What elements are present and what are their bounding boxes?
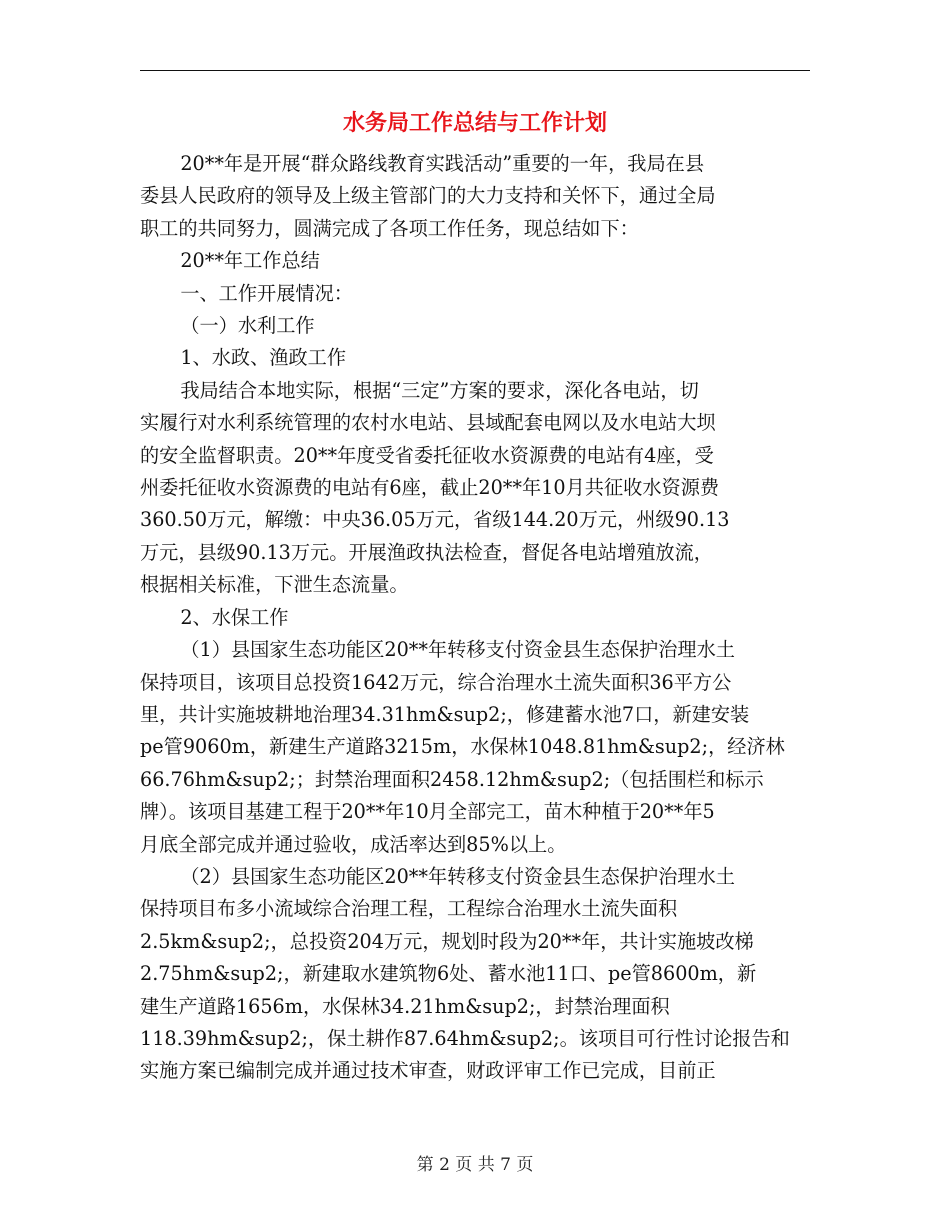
- paragraph-water-admin-details: 我局结合本地实际，根据“三定”方案的要求，深化各电站，切 实履行对水利系统管理的农村水电站、县域配套电网以及水电站大坝 的安全监督职责。20**年度受省委托征收水资源费的电站有4座，受 州委托征收水资源费的电站有6座，截止20**年10月共征收水资源费 360.50万元，解缴：中央36.05万元，省级144.20万元，州级90.13 万元，县级90.13万元。开展渔政执法检查，督促各电站增殖放流， 根据相关标准，下泄生态流量。: [140, 378, 730, 597]
- item-heading-soil-conservation: 2、水保工作: [180, 605, 289, 629]
- item-heading-water-fishery-admin: 1、水政、渔政工作: [180, 346, 347, 370]
- intro-paragraph: 20**年是开展“群众路线教育实践活动”重要的一年，我局在县 委县人民政府的领导及上级主管部门的大力支持和关怀下，通过全局 职工的共同努力，圆满完成了各项工作任务，现总结如下：: [140, 152, 716, 240]
- section-heading-summary: 20**年工作总结: [180, 249, 320, 273]
- paragraph-soil-project-1: （1）县国家生态功能区20**年转移支付资金县生态保护治理水土 保持项目，该项目总投资1642万元，综合治理水土流失面积36平方公 里，共计实施坡耕地治理34.31hm&sup2;，修建蓄水池7口，新建安装 pe管9060m，新建生产道路3215m，水保林1048.81hm&sup2;，经济林 66.76hm&sup2;；封禁治理面积2458.12hm&sup2;（包括围栏和标示 牌）。该项目基建工程于20**年10月全部完工，苗木种植于20**年5 月底全部完成并通过验收，成活率达到85%以上。: [140, 638, 785, 856]
- section-heading-work-status: 一、工作开展情况：: [180, 281, 353, 305]
- header-rule: [140, 70, 810, 71]
- subsection-heading-water-conservancy: （一）水利工作: [180, 314, 315, 338]
- document-title: 水务局工作总结与工作计划: [342, 111, 607, 136]
- document-body: [140, 148, 812, 1088]
- paragraph-soil-project-2: （2）县国家生态功能区20**年转移支付资金县生态保护治理水土 保持项目布多小流域综合治理工程，工程综合治理水土流失面积 2.5km&sup2;，总投资204万元，规划时段为20**年，共计实施坡改梯 2.75hm&sup2;，新建取水建筑物6处、蓄水池11口、pe管8600m，新 建生产道路1656m，水保林34.21hm&sup2;，封禁治理面积 118.39hm&sup2;，保土耕作87.64hm&sup2;。该项目可行性讨论报告和 实施方案已编制完成并通过技术审查，财政评审工作已完成，目前正: [140, 864, 790, 1083]
- page-number-footer: 第 2 页 共 7 页: [416, 1155, 534, 1175]
